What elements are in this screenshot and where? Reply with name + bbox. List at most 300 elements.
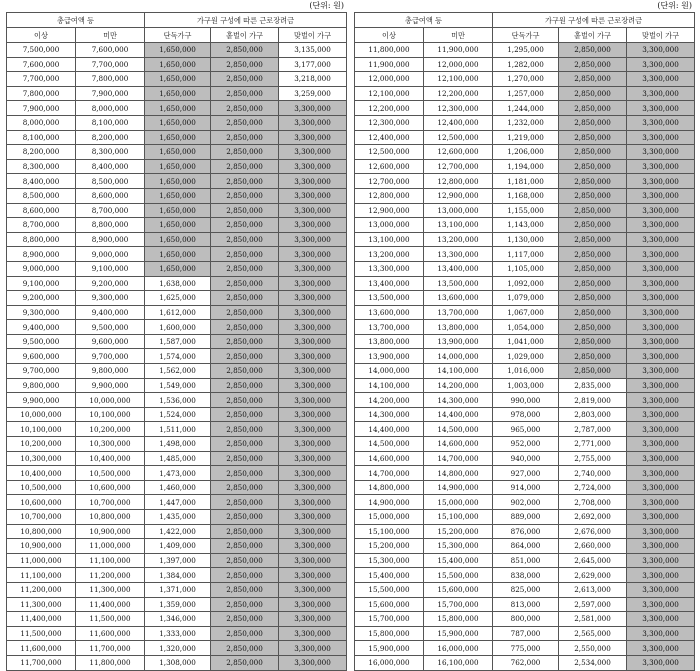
cell-single: 1,562,000	[145, 364, 211, 379]
cell-two-earner: 3,300,000	[279, 393, 347, 408]
cell-single: 1,168,000	[493, 188, 559, 203]
cell-lower: 14,100,000	[355, 378, 424, 393]
cell-one-earner: 2,850,000	[211, 115, 279, 130]
table-row	[355, 641, 695, 656]
cell-one-earner: 2,850,000	[211, 466, 279, 481]
cell-lower: 10,500,000	[7, 480, 76, 495]
table-row	[7, 261, 347, 276]
cell-lower: 11,200,000	[7, 582, 76, 597]
cell-two-earner: 3,300,000	[627, 86, 695, 101]
cell-lower: 11,700,000	[7, 655, 76, 670]
cell-two-earner: 3,135,000	[279, 43, 347, 58]
cell-one-earner: 2,534,000	[559, 655, 627, 670]
cell-two-earner: 3,300,000	[279, 291, 347, 306]
cell-upper: 13,900,000	[424, 334, 493, 349]
table-row	[355, 612, 695, 627]
cell-lower: 8,900,000	[7, 247, 76, 262]
cell-two-earner: 3,300,000	[627, 495, 695, 510]
table-row	[355, 466, 695, 481]
cell-single: 1,181,000	[493, 174, 559, 189]
cell-lower: 7,800,000	[7, 86, 76, 101]
cell-upper: 8,300,000	[76, 145, 145, 160]
cell-single: 1,143,000	[493, 218, 559, 233]
table-row	[7, 159, 347, 174]
cell-one-earner: 2,850,000	[559, 320, 627, 335]
cell-upper: 13,300,000	[424, 247, 493, 262]
cell-single: 1,650,000	[145, 188, 211, 203]
table-row	[355, 451, 695, 466]
cell-single: 864,000	[493, 539, 559, 554]
table-row	[355, 480, 695, 495]
cell-one-earner: 2,597,000	[559, 597, 627, 612]
cell-single: 1,650,000	[145, 261, 211, 276]
cell-upper: 15,000,000	[424, 495, 493, 510]
cell-single: 876,000	[493, 524, 559, 539]
credit-table-right	[354, 12, 695, 671]
cell-single: 1,650,000	[145, 57, 211, 72]
cell-lower: 13,500,000	[355, 291, 424, 306]
cell-two-earner: 3,300,000	[627, 539, 695, 554]
cell-two-earner: 3,300,000	[627, 145, 695, 160]
table-row	[355, 378, 695, 393]
cell-one-earner: 2,850,000	[211, 334, 279, 349]
cell-upper: 12,600,000	[424, 145, 493, 160]
cell-lower: 8,000,000	[7, 115, 76, 130]
cell-single: 902,000	[493, 495, 559, 510]
cell-two-earner: 3,300,000	[627, 43, 695, 58]
cell-single: 1,650,000	[145, 130, 211, 145]
cell-single: 1,409,000	[145, 539, 211, 554]
cell-single: 978,000	[493, 407, 559, 422]
cell-two-earner: 3,300,000	[627, 349, 695, 364]
table-row	[7, 291, 347, 306]
cell-lower: 10,000,000	[7, 407, 76, 422]
cell-two-earner: 3,300,000	[279, 407, 347, 422]
cell-lower: 15,000,000	[355, 510, 424, 525]
cell-upper: 13,600,000	[424, 291, 493, 306]
cell-upper: 13,200,000	[424, 232, 493, 247]
table-row	[7, 305, 347, 320]
cell-upper: 7,600,000	[76, 43, 145, 58]
cell-one-earner: 2,850,000	[211, 407, 279, 422]
cell-upper: 7,700,000	[76, 57, 145, 72]
cell-two-earner: 3,300,000	[627, 188, 695, 203]
cell-single: 1,130,000	[493, 232, 559, 247]
cell-two-earner: 3,300,000	[627, 203, 695, 218]
cell-one-earner: 2,850,000	[211, 188, 279, 203]
cell-upper: 9,000,000	[76, 247, 145, 262]
cell-one-earner: 2,850,000	[211, 597, 279, 612]
cell-one-earner: 2,550,000	[559, 641, 627, 656]
cell-two-earner: 3,300,000	[627, 466, 695, 481]
cell-two-earner: 3,300,000	[279, 188, 347, 203]
cell-lower: 10,300,000	[7, 451, 76, 466]
table-row	[355, 553, 695, 568]
cell-upper: 13,400,000	[424, 261, 493, 276]
cell-lower: 10,800,000	[7, 524, 76, 539]
table-row	[7, 72, 347, 87]
cell-single: 800,000	[493, 612, 559, 627]
table-row	[355, 130, 695, 145]
cell-single: 927,000	[493, 466, 559, 481]
cell-two-earner: 3,300,000	[279, 510, 347, 525]
cell-upper: 12,300,000	[424, 101, 493, 116]
table-row	[355, 86, 695, 101]
cell-two-earner: 3,300,000	[627, 437, 695, 452]
cell-one-earner: 2,850,000	[211, 568, 279, 583]
cell-single: 1,625,000	[145, 291, 211, 306]
table-row	[7, 276, 347, 291]
cell-upper: 9,900,000	[76, 378, 145, 393]
cell-lower: 12,000,000	[355, 72, 424, 87]
cell-one-earner: 2,850,000	[211, 247, 279, 262]
cell-single: 1,333,000	[145, 626, 211, 641]
table-row	[7, 232, 347, 247]
cell-one-earner: 2,850,000	[559, 291, 627, 306]
cell-two-earner: 3,300,000	[279, 174, 347, 189]
cell-lower: 12,500,000	[355, 145, 424, 160]
cell-one-earner: 2,850,000	[211, 378, 279, 393]
table-row	[355, 626, 695, 641]
table-row	[7, 466, 347, 481]
cell-single: 838,000	[493, 568, 559, 583]
cell-lower: 8,300,000	[7, 159, 76, 174]
cell-upper: 9,700,000	[76, 349, 145, 364]
cell-one-earner: 2,850,000	[211, 349, 279, 364]
cell-upper: 13,000,000	[424, 203, 493, 218]
cell-single: 1,650,000	[145, 247, 211, 262]
cell-one-earner: 2,850,000	[211, 641, 279, 656]
table-row	[7, 334, 347, 349]
cell-one-earner: 2,660,000	[559, 539, 627, 554]
cell-one-earner: 2,850,000	[559, 86, 627, 101]
cell-two-earner: 3,300,000	[627, 276, 695, 291]
cell-lower: 10,100,000	[7, 422, 76, 437]
cell-one-earner: 2,850,000	[559, 43, 627, 58]
cell-single: 1,206,000	[493, 145, 559, 160]
table-row	[355, 159, 695, 174]
cell-two-earner: 3,300,000	[627, 393, 695, 408]
cell-single: 1,257,000	[493, 86, 559, 101]
cell-upper: 12,900,000	[424, 188, 493, 203]
cell-one-earner: 2,850,000	[559, 130, 627, 145]
cell-upper: 15,900,000	[424, 626, 493, 641]
header-single: 단독가구	[493, 28, 559, 43]
table-row	[355, 174, 695, 189]
cell-upper: 9,600,000	[76, 334, 145, 349]
table-row	[355, 364, 695, 379]
cell-single: 1,320,000	[145, 641, 211, 656]
cell-upper: 11,200,000	[76, 568, 145, 583]
cell-lower: 15,400,000	[355, 568, 424, 583]
cell-single: 1,282,000	[493, 57, 559, 72]
table-row	[7, 582, 347, 597]
table-row	[355, 568, 695, 583]
cell-two-earner: 3,300,000	[279, 539, 347, 554]
cell-upper: 16,000,000	[424, 641, 493, 656]
cell-single: 990,000	[493, 393, 559, 408]
cell-lower: 10,400,000	[7, 466, 76, 481]
header-two-earner: 맞벌이 가구	[627, 28, 695, 43]
cell-one-earner: 2,850,000	[559, 188, 627, 203]
cell-single: 965,000	[493, 422, 559, 437]
cell-one-earner: 2,740,000	[559, 466, 627, 481]
cell-lower: 12,800,000	[355, 188, 424, 203]
cell-upper: 8,800,000	[76, 218, 145, 233]
cell-two-earner: 3,300,000	[279, 480, 347, 495]
cell-one-earner: 2,850,000	[211, 364, 279, 379]
cell-two-earner: 3,300,000	[627, 422, 695, 437]
right-table-panel	[354, 0, 694, 671]
table-row	[355, 334, 695, 349]
header-one-earner: 홑벌이 가구	[559, 28, 627, 43]
cell-upper: 9,300,000	[76, 291, 145, 306]
table-row	[7, 43, 347, 58]
cell-two-earner: 3,300,000	[627, 364, 695, 379]
header-single: 단독가구	[145, 28, 211, 43]
cell-two-earner: 3,300,000	[279, 626, 347, 641]
cell-single: 813,000	[493, 597, 559, 612]
table-row	[7, 393, 347, 408]
cell-one-earner: 2,850,000	[211, 203, 279, 218]
cell-upper: 10,400,000	[76, 451, 145, 466]
cell-upper: 11,000,000	[76, 539, 145, 554]
cell-single: 1,041,000	[493, 334, 559, 349]
cell-two-earner: 3,300,000	[279, 466, 347, 481]
cell-lower: 12,400,000	[355, 130, 424, 145]
header-credit-group: 가구원 구성에 따른 근로장려금	[145, 13, 347, 28]
cell-two-earner: 3,300,000	[627, 291, 695, 306]
cell-upper: 14,600,000	[424, 437, 493, 452]
cell-single: 914,000	[493, 480, 559, 495]
cell-two-earner: 3,300,000	[279, 232, 347, 247]
cell-one-earner: 2,850,000	[211, 101, 279, 116]
cell-one-earner: 2,692,000	[559, 510, 627, 525]
table-row	[7, 188, 347, 203]
cell-one-earner: 2,565,000	[559, 626, 627, 641]
cell-lower: 9,600,000	[7, 349, 76, 364]
table-row	[355, 539, 695, 554]
cell-two-earner: 3,300,000	[279, 655, 347, 670]
table-row	[355, 188, 695, 203]
cell-lower: 14,800,000	[355, 480, 424, 495]
cell-lower: 9,300,000	[7, 305, 76, 320]
table-row	[7, 612, 347, 627]
cell-upper: 9,800,000	[76, 364, 145, 379]
cell-two-earner: 3,300,000	[627, 115, 695, 130]
cell-lower: 10,200,000	[7, 437, 76, 452]
table-row	[7, 145, 347, 160]
cell-one-earner: 2,850,000	[211, 510, 279, 525]
cell-one-earner: 2,645,000	[559, 553, 627, 568]
cell-one-earner: 2,850,000	[559, 349, 627, 364]
cell-upper: 15,700,000	[424, 597, 493, 612]
table-row	[7, 247, 347, 262]
table-row	[7, 437, 347, 452]
header-upper: 미만	[424, 28, 493, 43]
cell-single: 952,000	[493, 437, 559, 452]
cell-two-earner: 3,300,000	[627, 568, 695, 583]
cell-two-earner: 3,300,000	[279, 422, 347, 437]
cell-single: 1,600,000	[145, 320, 211, 335]
cell-lower: 15,100,000	[355, 524, 424, 539]
cell-single: 1,650,000	[145, 43, 211, 58]
cell-one-earner: 2,850,000	[559, 145, 627, 160]
cell-one-earner: 2,850,000	[559, 364, 627, 379]
cell-upper: 13,500,000	[424, 276, 493, 291]
cell-two-earner: 3,259,000	[279, 86, 347, 101]
cell-lower: 14,200,000	[355, 393, 424, 408]
cell-upper: 10,200,000	[76, 422, 145, 437]
header-income-group: 총급여액 등	[7, 13, 145, 28]
cell-two-earner: 3,300,000	[279, 305, 347, 320]
cell-two-earner: 3,300,000	[279, 524, 347, 539]
cell-two-earner: 3,300,000	[627, 334, 695, 349]
cell-lower: 14,000,000	[355, 364, 424, 379]
cell-two-earner: 3,300,000	[279, 261, 347, 276]
cell-upper: 10,000,000	[76, 393, 145, 408]
table-row	[7, 57, 347, 72]
cell-upper: 8,500,000	[76, 174, 145, 189]
cell-upper: 10,600,000	[76, 480, 145, 495]
cell-upper: 10,500,000	[76, 466, 145, 481]
cell-single: 1,422,000	[145, 524, 211, 539]
cell-two-earner: 3,300,000	[279, 641, 347, 656]
cell-upper: 8,100,000	[76, 115, 145, 130]
cell-one-earner: 2,850,000	[559, 57, 627, 72]
cell-single: 1,536,000	[145, 393, 211, 408]
cell-one-earner: 2,850,000	[211, 232, 279, 247]
cell-upper: 9,100,000	[76, 261, 145, 276]
cell-lower: 7,500,000	[7, 43, 76, 58]
table-row	[355, 232, 695, 247]
table-row	[7, 568, 347, 583]
cell-single: 1,092,000	[493, 276, 559, 291]
cell-lower: 16,000,000	[355, 655, 424, 670]
cell-upper: 8,600,000	[76, 188, 145, 203]
cell-upper: 12,700,000	[424, 159, 493, 174]
cell-two-earner: 3,300,000	[279, 364, 347, 379]
cell-single: 1,473,000	[145, 466, 211, 481]
table-row	[7, 218, 347, 233]
table-row	[355, 261, 695, 276]
table-row	[7, 597, 347, 612]
table-row	[7, 553, 347, 568]
cell-lower: 7,900,000	[7, 101, 76, 116]
cell-two-earner: 3,300,000	[279, 582, 347, 597]
table-row	[7, 495, 347, 510]
table-row	[7, 320, 347, 335]
cell-two-earner: 3,300,000	[279, 145, 347, 160]
cell-single: 1,346,000	[145, 612, 211, 627]
table-row	[355, 57, 695, 72]
cell-lower: 13,200,000	[355, 247, 424, 262]
cell-single: 1,498,000	[145, 437, 211, 452]
table-row	[7, 349, 347, 364]
header-lower: 이상	[355, 28, 424, 43]
cell-single: 787,000	[493, 626, 559, 641]
cell-two-earner: 3,300,000	[279, 159, 347, 174]
cell-single: 851,000	[493, 553, 559, 568]
cell-single: 889,000	[493, 510, 559, 525]
cell-two-earner: 3,300,000	[627, 451, 695, 466]
cell-one-earner: 2,581,000	[559, 612, 627, 627]
cell-single: 1,079,000	[493, 291, 559, 306]
cell-lower: 7,600,000	[7, 57, 76, 72]
cell-upper: 12,200,000	[424, 86, 493, 101]
cell-lower: 9,100,000	[7, 276, 76, 291]
cell-two-earner: 3,300,000	[627, 626, 695, 641]
header-lower: 이상	[7, 28, 76, 43]
table-row	[355, 495, 695, 510]
cell-two-earner: 3,300,000	[627, 232, 695, 247]
cell-one-earner: 2,850,000	[559, 174, 627, 189]
cell-single: 1,029,000	[493, 349, 559, 364]
table-row	[355, 145, 695, 160]
cell-two-earner: 3,300,000	[279, 218, 347, 233]
cell-lower: 15,200,000	[355, 539, 424, 554]
cell-single: 1,612,000	[145, 305, 211, 320]
cell-one-earner: 2,850,000	[211, 626, 279, 641]
cell-single: 1,308,000	[145, 655, 211, 670]
cell-lower: 8,500,000	[7, 188, 76, 203]
cell-one-earner: 2,850,000	[211, 422, 279, 437]
cell-one-earner: 2,724,000	[559, 480, 627, 495]
cell-one-earner: 2,850,000	[211, 655, 279, 670]
cell-lower: 9,500,000	[7, 334, 76, 349]
cell-lower: 15,500,000	[355, 582, 424, 597]
cell-one-earner: 2,708,000	[559, 495, 627, 510]
cell-lower: 15,600,000	[355, 597, 424, 612]
cell-two-earner: 3,300,000	[279, 320, 347, 335]
cell-one-earner: 2,803,000	[559, 407, 627, 422]
left-table-panel	[6, 0, 346, 671]
cell-two-earner: 3,300,000	[279, 378, 347, 393]
cell-upper: 13,700,000	[424, 305, 493, 320]
cell-single: 1,295,000	[493, 43, 559, 58]
cell-lower: 9,700,000	[7, 364, 76, 379]
cell-single: 825,000	[493, 582, 559, 597]
table-row	[7, 422, 347, 437]
cell-lower: 13,600,000	[355, 305, 424, 320]
cell-upper: 7,900,000	[76, 86, 145, 101]
cell-two-earner: 3,300,000	[627, 612, 695, 627]
cell-single: 1,016,000	[493, 364, 559, 379]
cell-one-earner: 2,850,000	[559, 101, 627, 116]
cell-one-earner: 2,850,000	[211, 305, 279, 320]
cell-one-earner: 2,850,000	[211, 320, 279, 335]
cell-lower: 11,500,000	[7, 626, 76, 641]
cell-two-earner: 3,300,000	[627, 247, 695, 262]
cell-single: 1,574,000	[145, 349, 211, 364]
cell-upper: 14,100,000	[424, 364, 493, 379]
cell-upper: 12,100,000	[424, 72, 493, 87]
cell-two-earner: 3,300,000	[627, 174, 695, 189]
cell-one-earner: 2,850,000	[211, 159, 279, 174]
cell-two-earner: 3,300,000	[627, 597, 695, 612]
cell-upper: 14,500,000	[424, 422, 493, 437]
credit-table-left	[6, 12, 347, 671]
cell-upper: 11,300,000	[76, 582, 145, 597]
cell-single: 1,650,000	[145, 203, 211, 218]
cell-lower: 14,300,000	[355, 407, 424, 422]
cell-single: 762,000	[493, 655, 559, 670]
cell-two-earner: 3,300,000	[279, 349, 347, 364]
cell-one-earner: 2,850,000	[211, 145, 279, 160]
cell-two-earner: 3,300,000	[627, 72, 695, 87]
table-row	[355, 407, 695, 422]
cell-upper: 14,800,000	[424, 466, 493, 481]
